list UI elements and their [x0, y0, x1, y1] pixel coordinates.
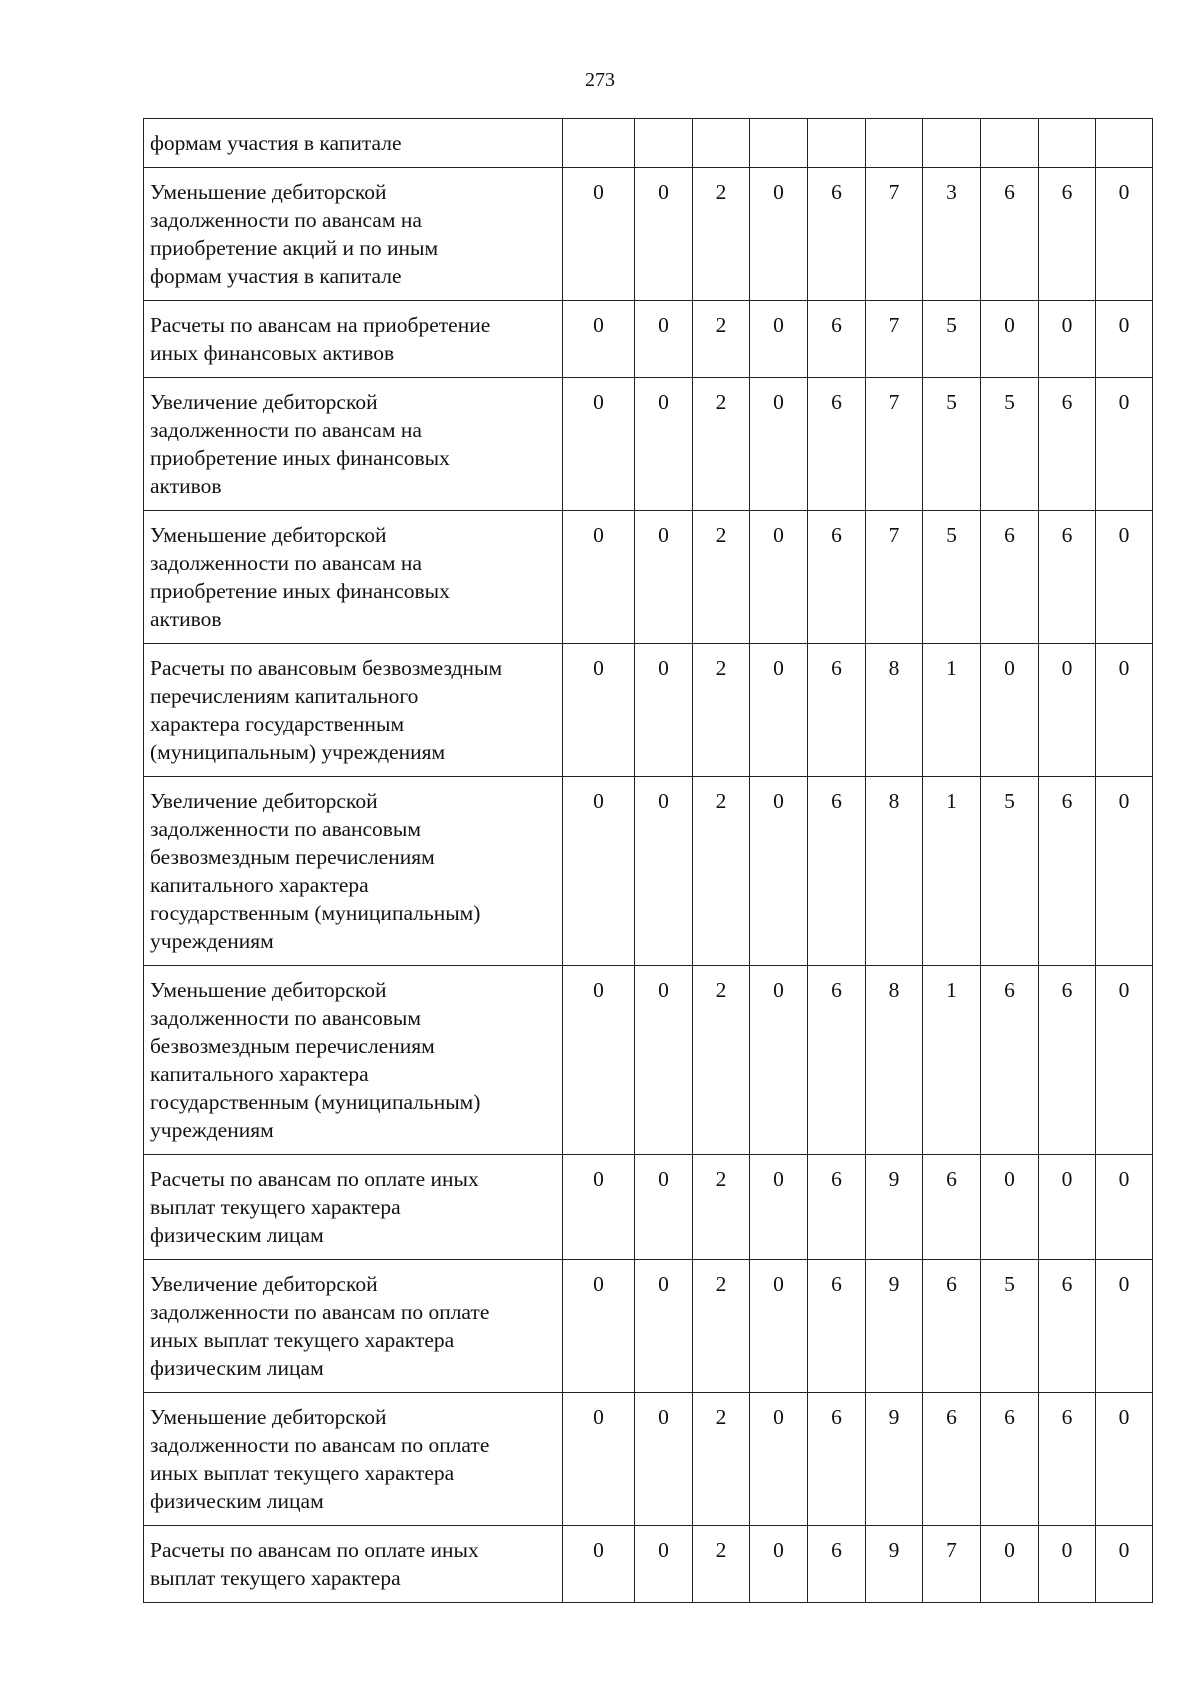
code-digit-cell: 2	[693, 1526, 750, 1603]
code-digit-cell: 7	[866, 301, 923, 378]
code-digit-cell: 0	[563, 511, 635, 644]
table-row	[144, 777, 1153, 966]
account-description-cell	[144, 378, 563, 511]
code-digit-cell: 6	[808, 777, 866, 966]
description-line: формам участия в капитале	[150, 264, 402, 288]
account-description-cell	[144, 168, 563, 301]
code-digit-cell: 0	[750, 1155, 808, 1260]
code-digit-cell	[563, 119, 635, 168]
code-digit-cell: 7	[923, 1526, 981, 1603]
code-digit-cell: 2	[693, 1393, 750, 1526]
code-digit-cell: 1	[923, 777, 981, 966]
code-digit-cell: 6	[808, 1260, 866, 1393]
code-digit-cell: 0	[635, 1260, 693, 1393]
code-digit-cell: 6	[923, 1393, 981, 1526]
description-line: приобретение иных финансовых	[150, 579, 450, 603]
code-digit-cell: 2	[693, 966, 750, 1155]
code-digit-cell: 8	[866, 966, 923, 1155]
code-digit-cell: 2	[693, 168, 750, 301]
code-digit-cell: 0	[563, 777, 635, 966]
description-line: Расчеты по авансам по оплате иных	[150, 1538, 479, 1562]
code-digit-cell: 7	[866, 168, 923, 301]
code-digit-cell: 2	[693, 301, 750, 378]
account-codes-table	[143, 118, 1153, 1603]
code-digit-cell: 0	[563, 1260, 635, 1393]
code-digit-cell: 0	[750, 301, 808, 378]
code-digit-cell: 0	[750, 1526, 808, 1603]
code-digit-cell	[693, 119, 750, 168]
code-digit-cell	[635, 119, 693, 168]
description-line: формам участия в капитале	[150, 131, 402, 155]
code-digit-cell: 0	[1039, 1526, 1096, 1603]
code-digit-cell: 0	[1039, 644, 1096, 777]
table-row	[144, 511, 1153, 644]
account-description-cell	[144, 644, 563, 777]
description-line: капитального характера	[150, 1062, 369, 1086]
code-digit-cell: 2	[693, 511, 750, 644]
description-line: Увеличение дебиторской	[150, 390, 378, 414]
code-digit-cell: 0	[635, 1155, 693, 1260]
account-description-cell	[144, 119, 563, 168]
code-digit-cell	[1096, 119, 1153, 168]
code-digit-cell: 0	[750, 511, 808, 644]
description-line: Уменьшение дебиторской	[150, 1405, 387, 1429]
description-line: Уменьшение дебиторской	[150, 978, 387, 1002]
code-digit-cell: 6	[808, 301, 866, 378]
description-line: выплат текущего характера	[150, 1566, 401, 1590]
code-digit-cell: 0	[750, 378, 808, 511]
code-digit-cell: 0	[635, 378, 693, 511]
description-line: задолженности по авансам на	[150, 551, 422, 575]
code-digit-cell: 6	[808, 966, 866, 1155]
code-digit-cell: 0	[563, 644, 635, 777]
code-digit-cell: 5	[923, 511, 981, 644]
description-line: безвозмездным перечислениям	[150, 845, 435, 869]
description-line: государственным (муниципальным)	[150, 901, 481, 925]
description-line: государственным (муниципальным)	[150, 1090, 481, 1114]
code-digit-cell: 0	[635, 777, 693, 966]
code-digit-cell	[1039, 119, 1096, 168]
code-digit-cell: 0	[1039, 301, 1096, 378]
description-line: иных выплат текущего характера	[150, 1328, 455, 1352]
code-digit-cell: 0	[1096, 1260, 1153, 1393]
description-line: физическим лицам	[150, 1489, 324, 1513]
code-digit-cell: 0	[1096, 1526, 1153, 1603]
description-line: задолженности по авансам на	[150, 208, 422, 232]
code-digit-cell: 2	[693, 1155, 750, 1260]
description-line: задолженности по авансам на	[150, 418, 422, 442]
code-digit-cell: 8	[866, 777, 923, 966]
code-digit-cell: 6	[808, 1393, 866, 1526]
table-row	[144, 1260, 1153, 1393]
code-digit-cell: 9	[866, 1526, 923, 1603]
code-digit-cell: 0	[981, 1155, 1039, 1260]
code-digit-cell: 5	[981, 777, 1039, 966]
description-line: Уменьшение дебиторской	[150, 523, 387, 547]
code-digit-cell: 6	[808, 168, 866, 301]
table-body	[144, 119, 1153, 1603]
code-digit-cell: 6	[808, 511, 866, 644]
code-digit-cell: 0	[750, 644, 808, 777]
account-description-cell	[144, 1260, 563, 1393]
description-line: задолженности по авансовым	[150, 817, 421, 841]
code-digit-cell	[808, 119, 866, 168]
code-digit-cell: 1	[923, 644, 981, 777]
table-row	[144, 1393, 1153, 1526]
table-row	[144, 1526, 1153, 1603]
code-digit-cell: 0	[1039, 1155, 1096, 1260]
description-line: (муниципальным) учреждениям	[150, 740, 446, 764]
code-digit-cell: 0	[563, 1155, 635, 1260]
code-digit-cell: 6	[808, 644, 866, 777]
code-digit-cell: 0	[1096, 777, 1153, 966]
code-digit-cell: 6	[1039, 1393, 1096, 1526]
code-digit-cell	[750, 119, 808, 168]
code-digit-cell	[866, 119, 923, 168]
code-digit-cell: 6	[808, 1155, 866, 1260]
code-digit-cell: 3	[923, 168, 981, 301]
code-digit-cell: 6	[981, 511, 1039, 644]
code-digit-cell: 9	[866, 1393, 923, 1526]
code-digit-cell: 0	[1096, 301, 1153, 378]
code-digit-cell: 0	[981, 644, 1039, 777]
code-digit-cell: 7	[866, 378, 923, 511]
code-digit-cell: 0	[1096, 168, 1153, 301]
code-digit-cell: 0	[635, 644, 693, 777]
code-digit-cell: 0	[563, 301, 635, 378]
table-row	[144, 378, 1153, 511]
account-description-cell	[144, 1393, 563, 1526]
code-digit-cell: 6	[808, 378, 866, 511]
description-line: характера государственным	[150, 712, 405, 736]
code-digit-cell: 7	[866, 511, 923, 644]
description-line: безвозмездным перечислениям	[150, 1034, 435, 1058]
description-line: приобретение акций и по иным	[150, 236, 439, 260]
code-digit-cell: 2	[693, 777, 750, 966]
code-digit-cell: 6	[808, 1526, 866, 1603]
code-digit-cell: 1	[923, 966, 981, 1155]
account-description-cell	[144, 511, 563, 644]
code-digit-cell: 0	[635, 301, 693, 378]
code-digit-cell: 5	[981, 1260, 1039, 1393]
code-digit-cell: 6	[1039, 966, 1096, 1155]
description-line: физическим лицам	[150, 1356, 324, 1380]
code-digit-cell: 6	[1039, 511, 1096, 644]
code-digit-cell: 6	[981, 1393, 1039, 1526]
code-digit-cell: 0	[635, 511, 693, 644]
code-digit-cell: 2	[693, 378, 750, 511]
account-description-cell	[144, 1526, 563, 1603]
account-description-cell	[144, 777, 563, 966]
description-line: учреждениям	[150, 929, 274, 953]
code-digit-cell	[923, 119, 981, 168]
code-digit-cell: 0	[981, 301, 1039, 378]
account-description-cell	[144, 966, 563, 1155]
code-digit-cell: 0	[563, 168, 635, 301]
code-digit-cell: 6	[923, 1155, 981, 1260]
code-digit-cell: 0	[750, 168, 808, 301]
code-digit-cell: 5	[923, 378, 981, 511]
code-digit-cell: 0	[635, 1393, 693, 1526]
code-digit-cell: 6	[1039, 378, 1096, 511]
account-description-cell	[144, 301, 563, 378]
code-digit-cell: 6	[1039, 168, 1096, 301]
code-digit-cell: 0	[1096, 966, 1153, 1155]
description-line: активов	[150, 607, 222, 631]
code-digit-cell: 9	[866, 1260, 923, 1393]
code-digit-cell: 9	[866, 1155, 923, 1260]
description-line: физическим лицам	[150, 1223, 324, 1247]
description-line: Расчеты по авансам на приобретение	[150, 313, 491, 337]
table-row	[144, 644, 1153, 777]
code-digit-cell: 0	[750, 1260, 808, 1393]
code-digit-cell: 0	[1096, 1393, 1153, 1526]
table-row	[144, 301, 1153, 378]
code-digit-cell: 6	[981, 168, 1039, 301]
code-digit-cell: 8	[866, 644, 923, 777]
code-digit-cell: 0	[563, 378, 635, 511]
code-digit-cell: 0	[563, 1393, 635, 1526]
description-line: иных финансовых активов	[150, 341, 395, 365]
description-line: Увеличение дебиторской	[150, 789, 378, 813]
description-line: выплат текущего характера	[150, 1195, 401, 1219]
code-digit-cell	[981, 119, 1039, 168]
code-digit-cell: 2	[693, 1260, 750, 1393]
description-line: задолженности по авансам по оплате	[150, 1433, 490, 1457]
code-digit-cell: 0	[750, 1393, 808, 1526]
table-row	[144, 119, 1153, 168]
description-line: учреждениям	[150, 1118, 274, 1142]
code-digit-cell: 0	[750, 777, 808, 966]
code-digit-cell: 6	[923, 1260, 981, 1393]
code-digit-cell: 0	[750, 966, 808, 1155]
table-row	[144, 1155, 1153, 1260]
description-line: задолженности по авансовым	[150, 1006, 421, 1030]
code-digit-cell: 0	[635, 966, 693, 1155]
description-line: Расчеты по авансам по оплате иных	[150, 1167, 479, 1191]
code-digit-cell: 6	[1039, 1260, 1096, 1393]
description-line: Увеличение дебиторской	[150, 1272, 378, 1296]
code-digit-cell: 0	[635, 1526, 693, 1603]
table-row	[144, 966, 1153, 1155]
code-digit-cell: 5	[923, 301, 981, 378]
code-digit-cell: 0	[1096, 1155, 1153, 1260]
code-digit-cell: 0	[1096, 644, 1153, 777]
code-digit-cell: 0	[563, 966, 635, 1155]
account-description-cell	[144, 1155, 563, 1260]
description-line: иных выплат текущего характера	[150, 1461, 455, 1485]
code-digit-cell: 0	[1096, 511, 1153, 644]
code-digit-cell: 6	[1039, 777, 1096, 966]
code-digit-cell: 6	[981, 966, 1039, 1155]
description-line: Уменьшение дебиторской	[150, 180, 387, 204]
description-line: активов	[150, 474, 222, 498]
description-line: капитального характера	[150, 873, 369, 897]
code-digit-cell: 5	[981, 378, 1039, 511]
page-number: 273	[585, 69, 615, 91]
description-line: приобретение иных финансовых	[150, 446, 450, 470]
code-digit-cell: 0	[1096, 378, 1153, 511]
description-line: задолженности по авансам по оплате	[150, 1300, 490, 1324]
table-row	[144, 168, 1153, 301]
description-line: перечислениям капитального	[150, 684, 419, 708]
code-digit-cell: 0	[563, 1526, 635, 1603]
code-digit-cell: 0	[635, 168, 693, 301]
code-digit-cell: 0	[981, 1526, 1039, 1603]
code-digit-cell: 2	[693, 644, 750, 777]
description-line: Расчеты по авансовым безвозмездным	[150, 656, 503, 680]
